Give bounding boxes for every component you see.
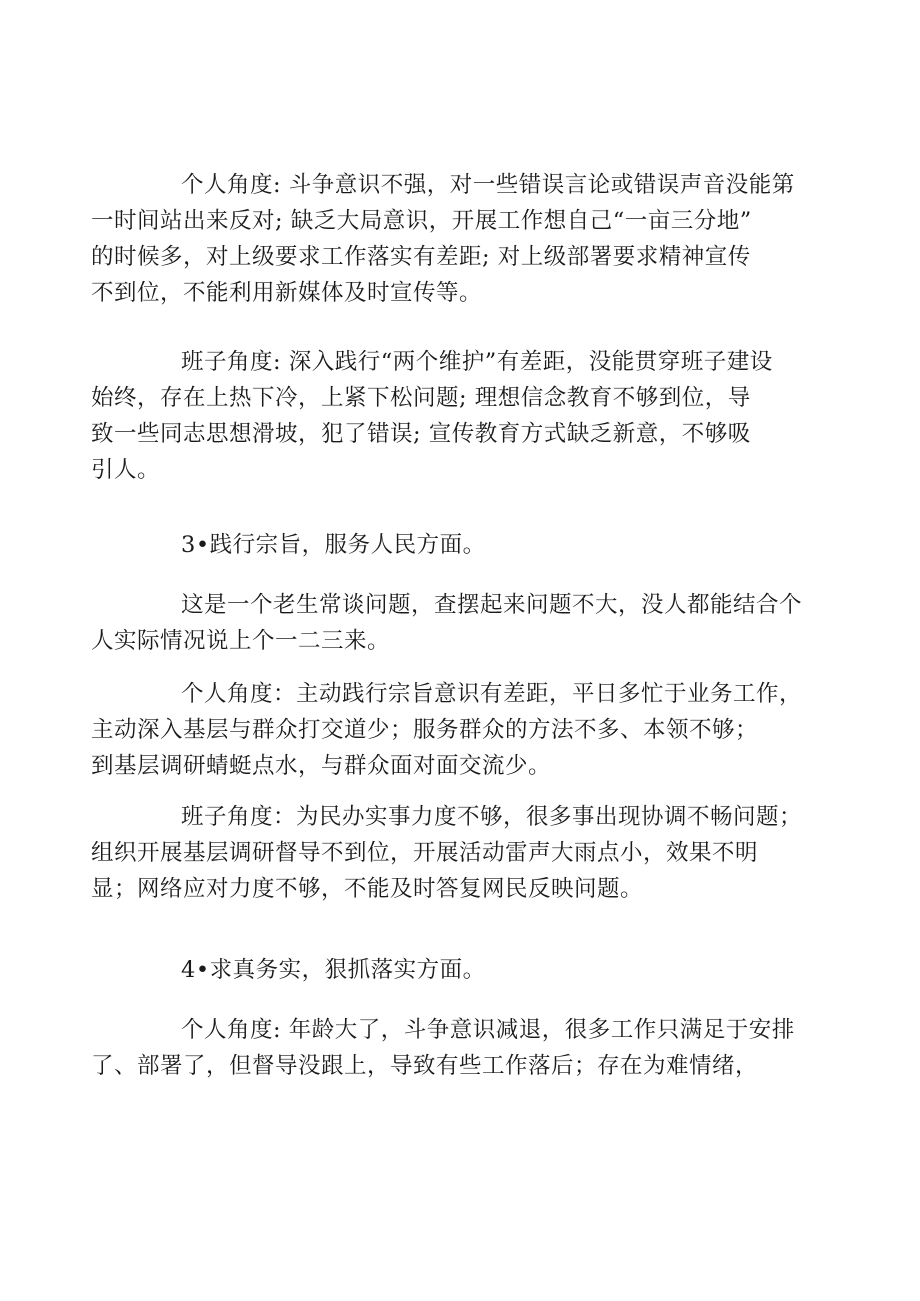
text-line: 显；网络应对力度不够，不能及时答复网民反映问题。 — [91, 876, 644, 902]
paragraph-team-two-safeguards — [91, 344, 800, 488]
text-line: 人实际情况说上个一二三来。 — [91, 628, 391, 654]
text-line: 的时候多，对上级要求工作落实有差距; 对上级部署要求精神宣传 — [91, 244, 751, 270]
paragraph-personal-implementation — [91, 1012, 800, 1084]
section-heading-4 — [136, 952, 800, 988]
paragraph-personal-service — [91, 676, 803, 784]
text-line: 班子角度：为民办实事力度不够，很多事出现协调不畅问题； — [181, 804, 803, 830]
text-line: 不到位，不能利用新媒体及时宣传等。 — [91, 280, 483, 306]
text-line: 组织开展基层调研督导不到位，开展活动雷声大雨点小，效果不明 — [91, 840, 759, 866]
text-line: 到基层调研蜻蜓点水，与群众面对面交流少。 — [91, 753, 552, 779]
text-line: 致一些同志思想滑坡，犯了错误; 宣传教育方式缺乏新意，不够吸 — [91, 421, 751, 447]
text-line: 引人。 — [91, 457, 161, 483]
text-line: 始终，存在上热下冷，上紧下松问题; 理想信念教育不够到位，导 — [91, 385, 751, 411]
text-line: 个人角度：主动践行宗旨意识有差距，平日多忙于业务工作， — [181, 681, 803, 707]
heading-text: 4•求真务实，狠抓落实方面。 — [181, 957, 486, 983]
paragraph-team-service — [91, 799, 803, 907]
text-line: 了、部署了，但督导没跟上，导致有些工作落后；存在为难情绪， — [91, 1053, 759, 1079]
text-line: 个人角度: 斗争意识不强，对一些错误言论或错误声音没能第 — [181, 172, 795, 198]
text-line: 班子角度: 深入践行“两个维护”有差距，没能贯穿班子建设 — [181, 349, 773, 375]
text-line: 这是一个老生常谈问题，查摆起来问题不大，没人都能结合个 — [181, 592, 803, 618]
paragraph-common-topic — [91, 587, 803, 659]
section-heading-3 — [136, 527, 800, 563]
text-line: 个人角度: 年龄大了，斗争意识减退，很多工作只满足于安排 — [181, 1017, 795, 1043]
text-line: 一时间站出来反对; 缺乏大局意识，开展工作想自己“一亩三分地” — [91, 208, 752, 234]
text-line: 主动深入基层与群众打交道少；服务群众的方法不多、本领不够； — [91, 717, 759, 743]
heading-text: 3•践行宗旨，服务人民方面。 — [181, 532, 486, 558]
paragraph-personal-struggle — [91, 167, 800, 311]
